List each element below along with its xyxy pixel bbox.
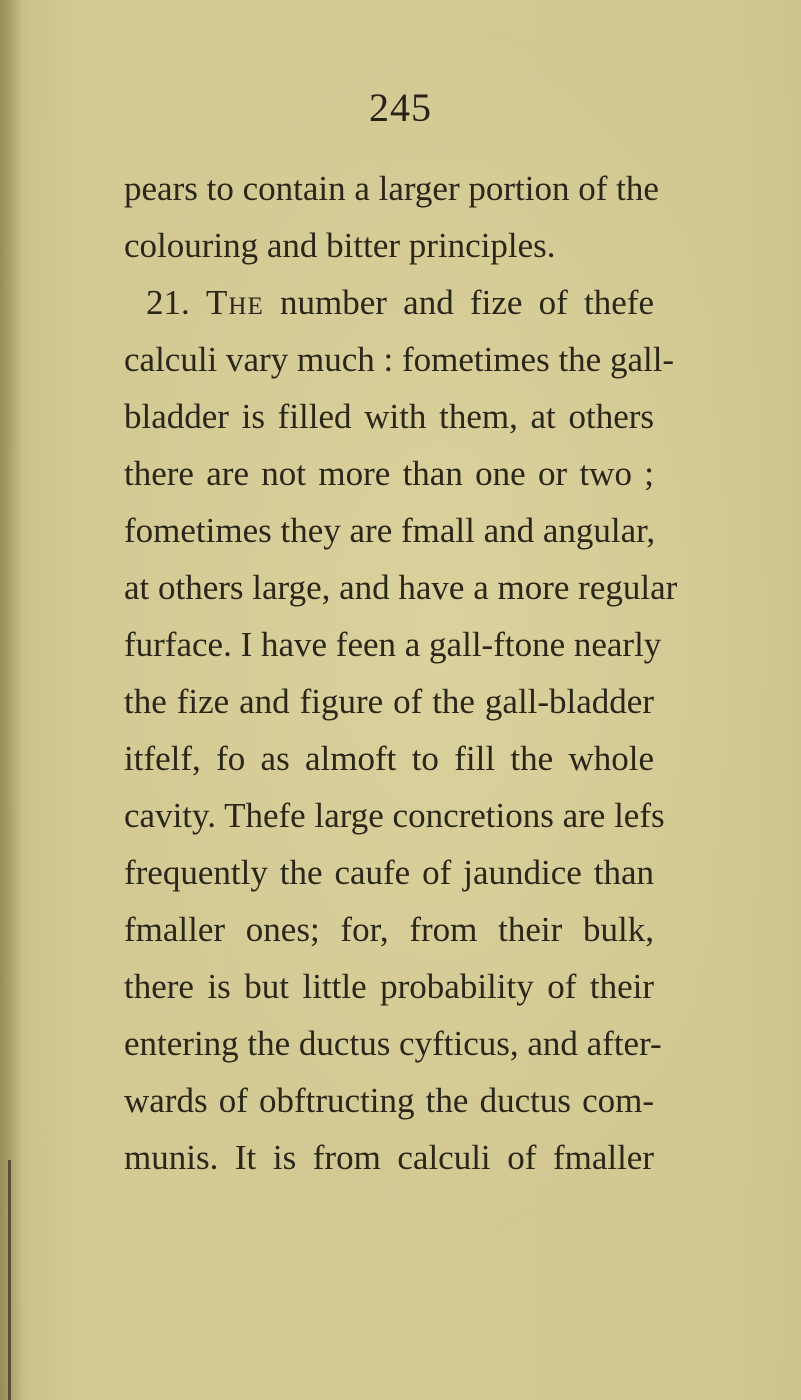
- text-line: there is but little probability of their: [124, 967, 654, 1006]
- text-line: munis. It is from calculi of fmaller: [124, 1138, 654, 1177]
- text-line: frequently the caufe of jaundice than: [124, 853, 654, 892]
- paragraph-start-line: [124, 274, 654, 331]
- text-line: wards of obftructing the ductus com-: [124, 1081, 654, 1120]
- text-line: the fize and figure of the gall-bladder: [124, 682, 654, 721]
- small-caps-word: The: [206, 283, 264, 322]
- text-line: furface. I have feen a gall-ftone nearly: [124, 625, 662, 664]
- text-line: entering the ductus cyfticus, and after-: [124, 1024, 662, 1063]
- page-gutter-shadow: [0, 0, 22, 1400]
- page-edge-line: [8, 1160, 11, 1400]
- text-line: there are not more than one or two ;: [124, 454, 654, 493]
- text-line: itfelf, fo as almoft to fill the whole: [124, 739, 654, 778]
- text-line-rest: number and fize of thefe: [263, 283, 654, 322]
- text-line: colouring and bitter principles.: [124, 226, 556, 265]
- text-line: cavity. Thefe large concretions are lefs: [124, 796, 665, 835]
- text-line: fometimes they are fmall and angular,: [124, 511, 656, 550]
- page-number: 245: [369, 85, 432, 130]
- text-line: bladder is filled with them, at others: [124, 397, 654, 436]
- text-line: pears to contain a larger portion of the: [124, 169, 659, 208]
- text-line: at others large, and have a more regular: [124, 568, 678, 607]
- paragraph-number: 21.: [146, 283, 207, 322]
- text-line: calculi vary much : fometimes the gall-: [124, 340, 675, 379]
- text-line: fmaller ones; for, from their bulk,: [124, 910, 654, 949]
- body-text: [124, 160, 678, 1186]
